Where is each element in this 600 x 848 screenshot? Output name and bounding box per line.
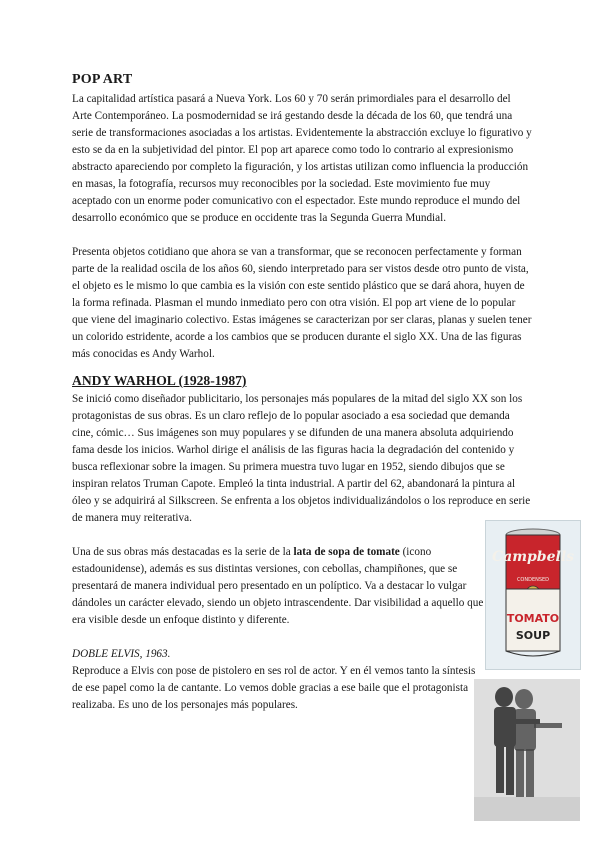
paragraph-text: Una de sus obras más destacadas es la serie de la [72, 546, 294, 558]
soup-can-emphasis: lata de sopa de tomate [293, 546, 400, 558]
pop-art-paragraph-2: Presenta objetos cotidiano que ahora se van a transformar, que se reconocen perfectamente y forman parte de la realidad oscila de los años 60, siendo interpretado para ser vistos desde otro punto de vista, el objeto es le mismo lo que cambia es la visión con este sentido plástico que se dará ahora, huyen de la forma refinada. Plasman el mundo inmediato pero con otra visión. El pop art viene de lo popular que viene del imaginario colectivo. Estas imágenes se caracterizan por ser claras, planas y suelen tener un colorido estridente, acorde a los cambios que se producen durante el siglo XX. Una de las figuras más conocidas es Andy Warhol. [72, 246, 532, 360]
double-elvis-drawing [474, 679, 580, 821]
soup-can-drawing [486, 521, 580, 669]
can-brand-text: Campbells [491, 549, 575, 565]
warhol-paragraph-2 [72, 544, 484, 629]
warhol-paragraph-3: Reproduce a Elvis con pose de pistolero en ses rol de actor. Y en él vemos tanto la síntesis de ese papel como la de cantante. Lo vemos doble gracias a ese baile que el protagonista realizaba. Es uno de los personajes más populares. [72, 665, 476, 711]
section-title-andy-warhol: ANDY WARHOL (1928-1987) [72, 373, 247, 388]
can-soup-text: SOUP [515, 629, 551, 642]
campbells-soup-can-image [485, 520, 581, 670]
double-elvis-image [474, 679, 580, 821]
document-page [72, 72, 532, 714]
warhol-paragraph-1: Se inició como diseñador publicitario, los personajes más populares de la mitad del siglo XX son los protagonistas de sus obras. Es un claro reflejo de lo popular asociado a esa sociedad que demanda cine, cómic… Sus imágenes son muy populares y se difunden de una manera absoluta adquiriendo fama desde los inicios. Warhol dirige el análisis de las figuras hacia la degradación del contenido y busca reflexionar sobre la imagen. Su primera muestra tuvo lugar en 1952, siendo dibujos que se inspiran relatos Truman Capote. Empleó la tinta industrial. A partir del 62, abandonará la pintura al óleo y se adquirirá al Silkscreen. Se enfrenta a los objetos individualizándolos o los reproduce en serie de manera muy reiterativa. [72, 393, 531, 524]
paragraph-text: (icono estadounidense), además es sus distintas versiones, con cebollas, champiñones, que se presentará de manera individual pero presentado en un políptico. Va a destacar lo vulgar dándoles un carácter elevado, siendo un objeto intrascendente. Dar visibilidad a aquello que era visible desde un enfoque distinto y diferente. [72, 546, 484, 626]
work-title-doble-elvis: DOBLE ELVIS, 1963. [72, 648, 171, 660]
can-condensed-text: CONDENSED [516, 577, 550, 583]
section-title-pop-art: POP ART [72, 72, 133, 87]
can-tomato-text: TOMATO [506, 612, 560, 625]
pop-art-paragraph-1: La capitalidad artística pasará a Nueva York. Los 60 y 70 serán primordiales para el desarrollo del Arte Contemporáneo. La posmodernidad se irá gestando desde la década de los 60, que tendrá una serie de transformaciones asociadas a los artistas. Evidentemente la abstracción excluye lo figurativo y esto se da en la subjetividad del pintor. El pop art aparece como todo lo contrario al expresionismo abstracto apareciendo por completo la figuración, y los artistas utilizan como influencia la producción en masas, la fotografía, recursos muy reconocibles por la sociedad. Este movimiento fue muy aceptado con un enorme poder comunicativo con el espectador. Este mundo reproduce el mundo del desarrollo económico que se produce en occidente tras la Segunda Guerra Mundial. [72, 93, 532, 224]
